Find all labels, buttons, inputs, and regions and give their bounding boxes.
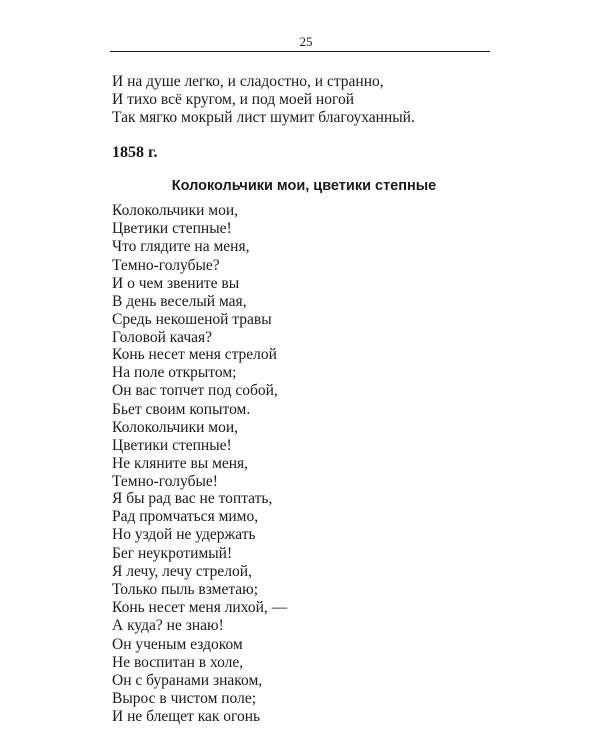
verse-line: Так мягко мокрый лист шумит благоуханный.	[112, 109, 415, 127]
verse-line: И не блещет как огонь	[112, 708, 261, 726]
verse-line: В день веселый мая,	[112, 293, 247, 311]
verse-line: Но уздой не удержать	[112, 526, 256, 544]
verse-line: Он с буранами знаком,	[112, 672, 263, 690]
verse-line: Он ученым ездоком	[112, 635, 243, 653]
verse-line: Конь несет меня стрелой	[112, 346, 277, 363]
verse-line: И о чем звените вы	[112, 274, 240, 292]
poem-title: Колокольчики мои, цветики степные	[171, 178, 437, 194]
verse-line: Бег неукротимый!	[112, 544, 233, 562]
verse-line: Цветики степные!	[112, 220, 232, 238]
verse-line: И тихо всё кругом, и под моей ногой	[112, 91, 354, 109]
stanza-2	[112, 346, 278, 492]
verse-line: Бьет своим копытом.	[112, 400, 251, 418]
verse-line: Конь несет меня лихой, —	[112, 599, 288, 617]
previous-poem-ending	[112, 73, 415, 128]
verse-line: Цветики степные!	[112, 437, 232, 455]
verse-line: На поле открытом;	[112, 364, 237, 382]
verse-line: Он вас топчет под собой,	[112, 382, 278, 400]
verse-line: Я бы рад вас не топтать,	[112, 490, 273, 507]
verse-line: Не воспитан в холе,	[112, 653, 244, 671]
verse-line: Не кляните вы меня,	[112, 455, 249, 473]
verse-line: Рад промчаться мимо,	[112, 508, 259, 526]
verse-line: Колокольчики мои,	[112, 418, 239, 436]
verse-line: Только пыль взметаю;	[112, 581, 259, 599]
verse-line: А куда? не знаю!	[112, 617, 224, 635]
verse-line: Я лечу, лечу стрелой,	[112, 562, 252, 580]
verse-line: Колокольчики мои,	[112, 202, 239, 219]
verse-line: Головой качая?	[112, 329, 213, 347]
verse-line: Вырос в чистом поле;	[112, 690, 257, 708]
verse-line: Что глядите на меня,	[112, 238, 250, 256]
verse-line: И на душе легко, и сладостно, и странно,	[112, 73, 384, 90]
stanza-3	[112, 490, 287, 727]
page-number: 25	[299, 34, 313, 49]
header-rule	[110, 51, 490, 52]
verse-line: Темно-голубые?	[112, 256, 220, 274]
verse-line: Средь некошеной травы	[112, 311, 272, 329]
poem-year: 1858 г.	[112, 144, 158, 161]
verse-line: Темно-голубые!	[112, 473, 218, 491]
stanza-1	[112, 202, 272, 348]
